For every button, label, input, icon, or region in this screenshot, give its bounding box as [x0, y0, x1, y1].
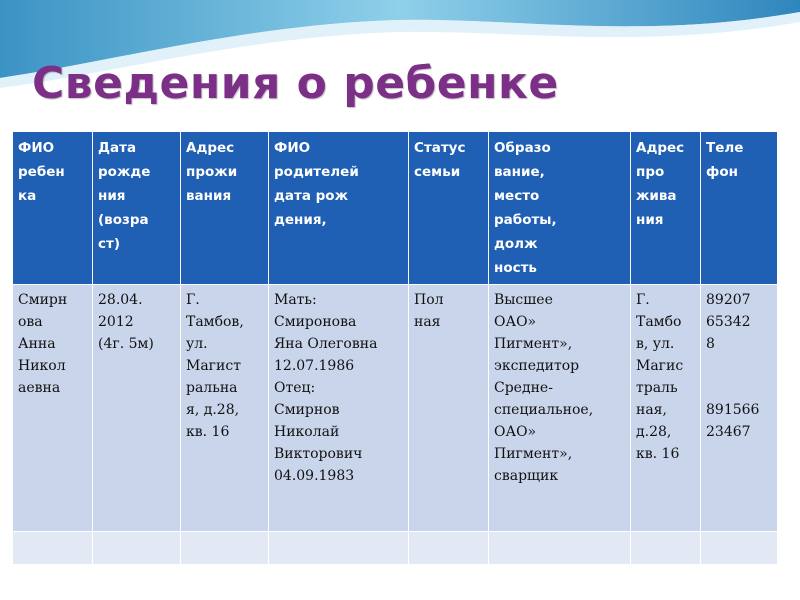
cell-line: про	[636, 164, 665, 180]
cell-line: специальное,	[494, 402, 594, 418]
header-parents	[269, 132, 409, 285]
empty-cell	[269, 532, 409, 565]
header-child-name	[13, 132, 93, 285]
cell-line: родителей	[274, 164, 359, 180]
cell-line: Смиронова	[274, 314, 357, 330]
cell-line: ул.	[186, 336, 208, 352]
empty-cell	[631, 532, 701, 565]
cell-line: Смирнов	[274, 402, 340, 418]
cell-line: (4г. 5м)	[98, 336, 154, 352]
cell-line: Адрес	[636, 140, 685, 156]
cell-line: место	[494, 188, 540, 204]
cell-line: Пол	[414, 292, 444, 308]
cell-line: 891566	[706, 402, 760, 418]
cell-line: дата рож	[274, 188, 349, 204]
cell-line: Пигмент»,	[494, 336, 573, 352]
cell-line: ния	[636, 212, 664, 228]
cell-line: 12.07.1986	[274, 358, 355, 374]
cell-line: Дата	[98, 140, 137, 156]
cell-line: вания	[186, 188, 232, 204]
cell-line: аевна	[18, 380, 61, 396]
cell-line: ст)	[98, 236, 120, 252]
line-gap	[706, 355, 772, 399]
table-row-empty	[13, 532, 778, 565]
cell-family-status	[409, 285, 489, 532]
cell-line: экспедитор	[494, 358, 580, 374]
cell-line: траль	[636, 380, 678, 396]
cell-line: ова	[18, 314, 43, 330]
cell-line: Викторович	[274, 446, 363, 462]
cell-line: Тамбо	[636, 314, 682, 330]
cell-line: ная	[414, 314, 441, 330]
cell-line: Магист	[186, 358, 241, 374]
cell-line: Пигмент»,	[494, 446, 573, 462]
cell-residence-address	[181, 285, 269, 532]
child-info-table	[12, 131, 778, 565]
cell-line: ная,	[636, 402, 667, 418]
header-family-status	[409, 132, 489, 285]
cell-line: Высшее	[494, 292, 553, 308]
cell-line: я, д.28,	[186, 402, 240, 418]
table-row	[13, 285, 778, 532]
cell-line: 04.09.1983	[274, 468, 355, 484]
cell-line: д.28,	[636, 424, 672, 440]
cell-line: кв. 16	[186, 424, 230, 440]
cell-line: Статус	[414, 140, 466, 156]
cell-line: Мать:	[274, 292, 317, 308]
cell-line: в, ул.	[636, 336, 675, 352]
header-address	[631, 132, 701, 285]
cell-line: (возра	[98, 212, 149, 228]
header-phone	[701, 132, 778, 285]
cell-line: ральна	[186, 380, 238, 396]
cell-line: 2012	[98, 314, 134, 330]
cell-line: семьи	[414, 164, 461, 180]
cell-line: дения,	[274, 212, 327, 228]
cell-line: Г.	[186, 292, 200, 308]
empty-cell	[181, 532, 269, 565]
cell-line: Николай	[274, 424, 340, 440]
cell-parents	[269, 285, 409, 532]
cell-line: кв. 16	[636, 446, 680, 462]
cell-line: ребен	[18, 164, 65, 180]
cell-phone	[701, 285, 778, 532]
cell-line: ность	[494, 260, 537, 276]
cell-line: долж	[494, 236, 538, 252]
cell-line: 65342	[706, 314, 751, 330]
header-birth-date	[93, 132, 181, 285]
empty-cell	[409, 532, 489, 565]
cell-line: работы,	[494, 212, 557, 228]
cell-line: Средне-	[494, 380, 553, 396]
cell-line: Смирн	[18, 292, 68, 308]
cell-line: рожде	[98, 164, 151, 180]
cell-line: вание,	[494, 164, 545, 180]
cell-education-work	[489, 285, 631, 532]
cell-child-name	[13, 285, 93, 532]
cell-birth-date	[93, 285, 181, 532]
header-residence-address	[181, 132, 269, 285]
cell-line: ка	[18, 188, 37, 204]
cell-line: ФИО	[18, 140, 55, 156]
cell-line: Тамбов,	[186, 314, 244, 330]
empty-cell	[489, 532, 631, 565]
cell-line: Теле	[706, 140, 744, 156]
cell-address	[631, 285, 701, 532]
table-header-row	[13, 132, 778, 285]
cell-line: Отец:	[274, 380, 316, 396]
empty-cell	[701, 532, 778, 565]
cell-line: Анна	[18, 336, 56, 352]
cell-line: прожи	[186, 164, 238, 180]
cell-line: 23467	[706, 424, 751, 440]
cell-line: сварщик	[494, 468, 559, 484]
cell-line: 8	[706, 336, 715, 352]
cell-line: Образо	[494, 140, 551, 156]
cell-line: жива	[636, 188, 677, 204]
page-title: Сведения о ребенке	[32, 58, 559, 109]
cell-line: 89207	[706, 292, 751, 308]
cell-line: фон	[706, 164, 738, 180]
cell-line: 28.04.	[98, 292, 143, 308]
cell-line: ния	[98, 188, 126, 204]
empty-cell	[13, 532, 93, 565]
cell-line: Яна Олеговна	[274, 336, 378, 352]
cell-line: ФИО	[274, 140, 311, 156]
cell-line: ОАО»	[494, 424, 537, 440]
cell-line: Г.	[636, 292, 650, 308]
cell-line: Адрес	[186, 140, 235, 156]
empty-cell	[93, 532, 181, 565]
cell-line: Никол	[18, 358, 66, 374]
header-education-work	[489, 132, 631, 285]
cell-line: Магис	[636, 358, 684, 374]
cell-line: ОАО»	[494, 314, 537, 330]
